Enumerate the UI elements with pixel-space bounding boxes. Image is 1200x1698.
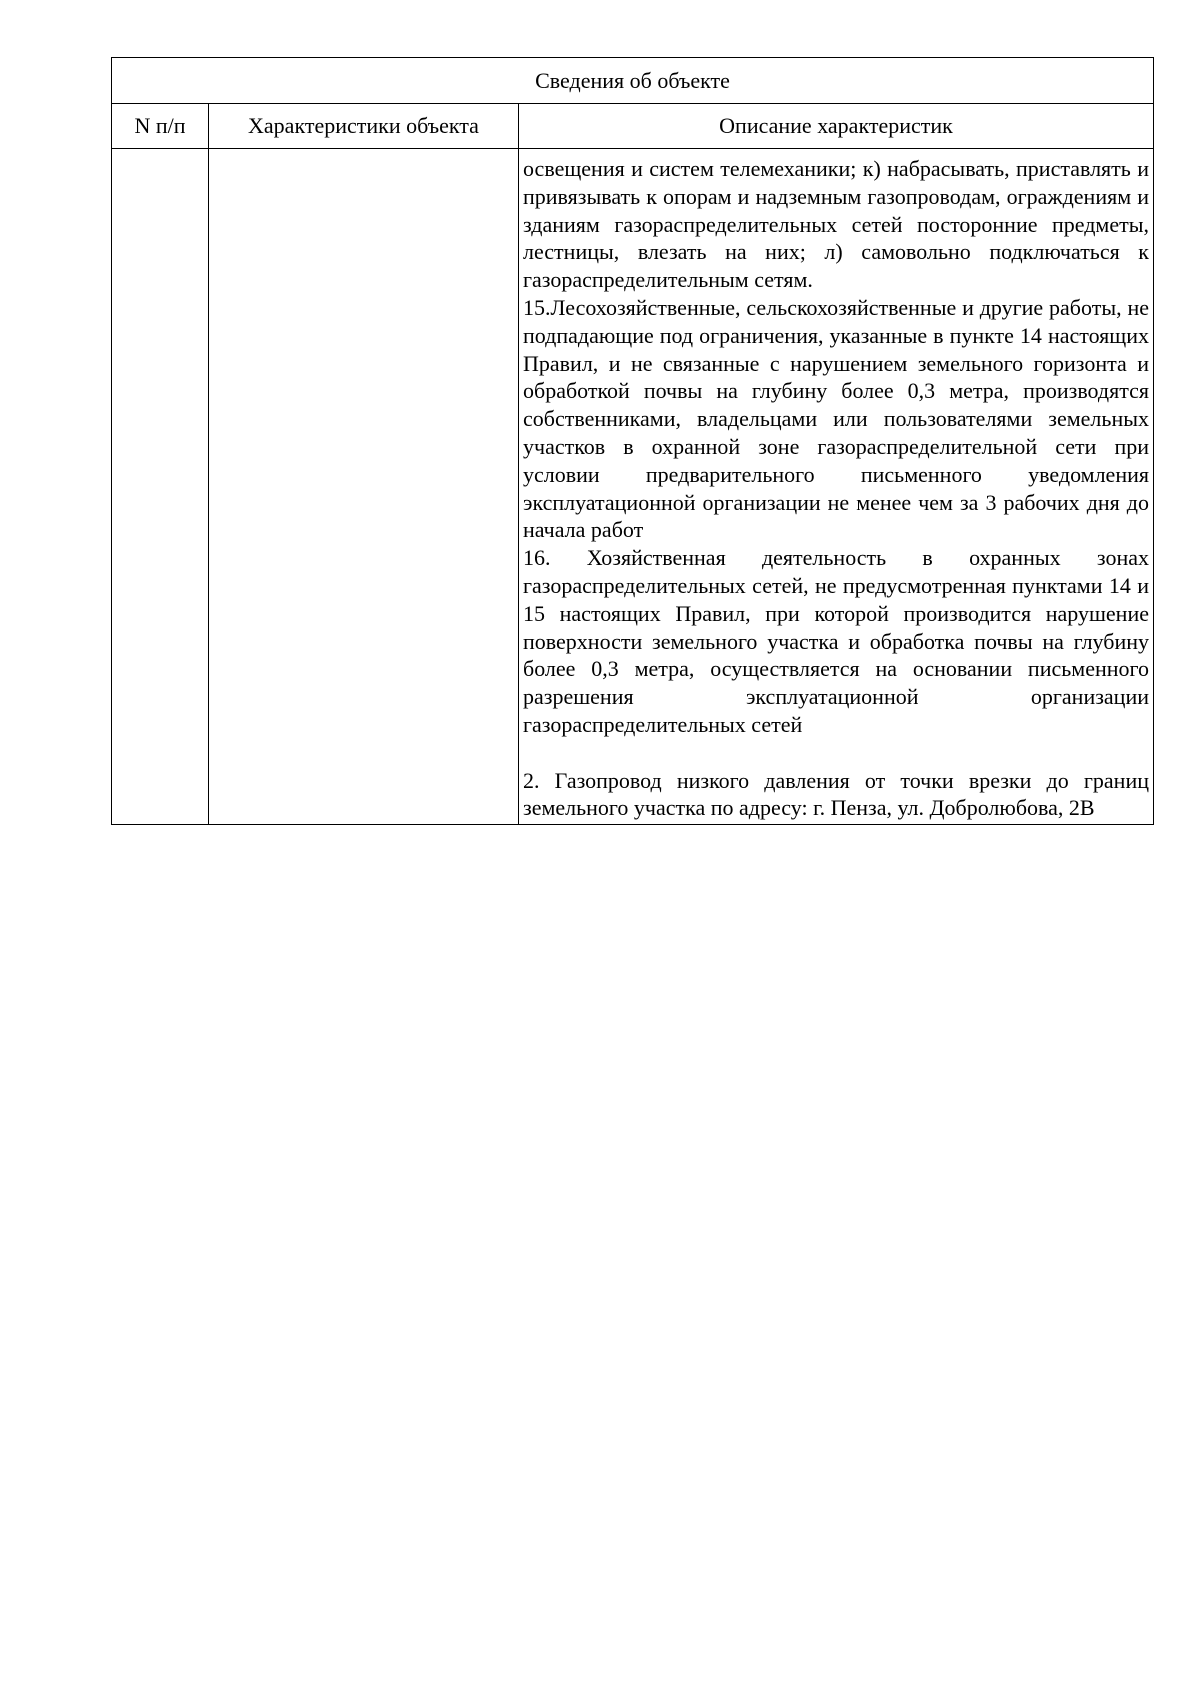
header-number: N п/п	[112, 104, 209, 149]
paragraph-spacer	[523, 739, 1149, 767]
row-characteristic-cell	[209, 149, 519, 825]
description-paragraph-3: 16. Хозяйственная деятельность в охранных зонах газораспределительных сетей, не предусмотренная пунктами 14 и 15 настоящих Правил, при которой производится нарушение поверхности земельного участка и обработка почвы на глубину более 0,3 метра, осуществляется на основании письменного разрешения эксплуатационной организации газораспределительных сетей	[523, 545, 1149, 737]
table-row	[112, 149, 1154, 825]
row-description-cell	[519, 149, 1154, 825]
table-header-row	[112, 104, 1154, 149]
description-paragraph-1: освещения и систем телемеханики; к) набрасывать, приставлять и привязывать к опорам и надземным газопроводам, ограждениям и зданиям газораспределительных сетей посторонние предметы, лестницы, влезать на них; л) самовольно подключаться к газораспределительным сетям.	[523, 156, 1149, 293]
row-number-cell	[112, 149, 209, 825]
description-paragraph-4: 2. Газопровод низкого давления от точки врезки до границ земельного участка по адресу: г. Пенза, ул. Добролюбова, 2В	[523, 767, 1149, 821]
description-paragraph-2: 15.Лесохозяйственные, сельскохозяйственные и другие работы, не подпадающие под ограничения, указанные в пункте 14 настоящих Правил, и не связанные с нарушением земельного горизонта и обработкой почвы на глубину более 0,3 метра, производятся собственниками, владельцами или пользователями земельных участков в охранной зоне газораспределительной сети при условии предварительного письменного уведомления эксплуатационной организации не менее чем за 3 рабочих дня до начала работ	[523, 294, 1149, 543]
header-description: Описание характеристик	[519, 104, 1154, 149]
object-info-table	[111, 57, 1154, 825]
header-characteristics: Характеристики объекта	[209, 104, 519, 149]
table-title: Сведения об объекте	[112, 58, 1154, 104]
table-title-row	[112, 58, 1154, 104]
